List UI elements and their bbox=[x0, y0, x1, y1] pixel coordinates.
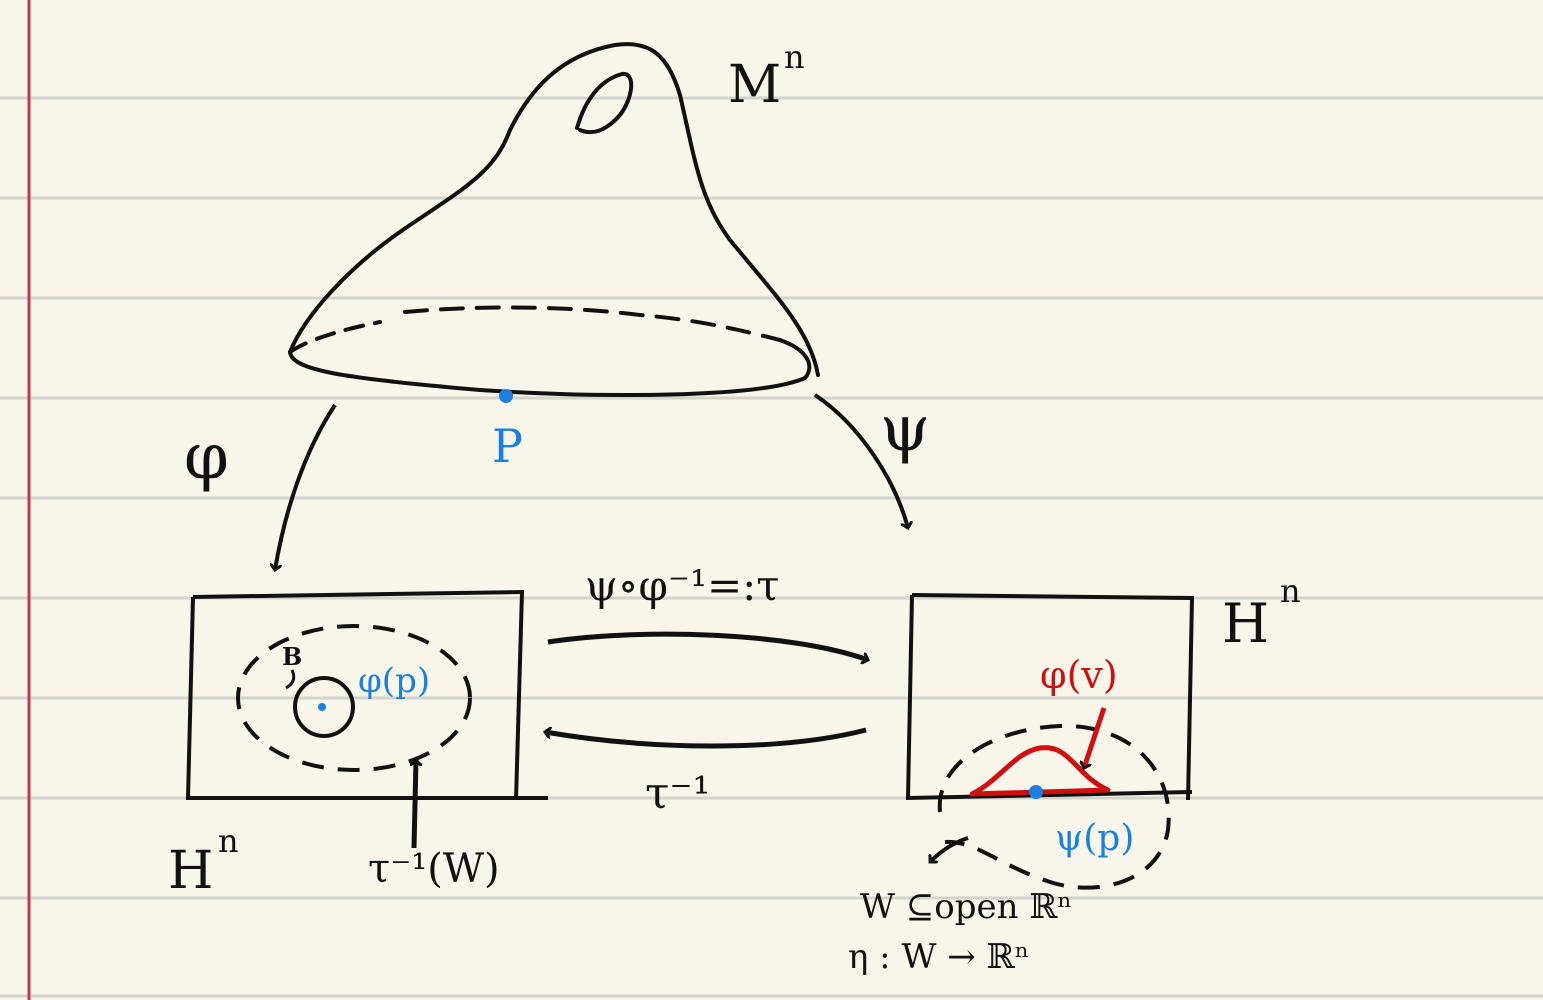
phi-p-dot bbox=[318, 703, 326, 711]
ball-b-pointer bbox=[286, 670, 294, 688]
tau-arrow bbox=[548, 634, 868, 660]
ruled-lines bbox=[0, 98, 1543, 996]
tau-definition-label: ψ∘φ⁻¹=:τ bbox=[585, 561, 780, 610]
psi-p-label: ψ(p) bbox=[1055, 818, 1135, 859]
manifold-dim-label: n bbox=[784, 38, 805, 76]
tau-inverse-arrow bbox=[545, 730, 866, 746]
w-open-label: W ⊆open ℝⁿ bbox=[860, 887, 1073, 927]
psi-label: ψ bbox=[880, 392, 931, 466]
right-space-label: H bbox=[1222, 592, 1270, 655]
eta-label: η : W → ℝⁿ bbox=[848, 937, 1030, 977]
point-p-dot bbox=[499, 389, 513, 403]
preimage-arrow bbox=[414, 760, 416, 848]
preimage-label: τ⁻¹(W) bbox=[368, 846, 500, 892]
phi-arrow bbox=[275, 405, 335, 570]
phi-p-label: φ(p) bbox=[358, 661, 431, 701]
point-p-label: P bbox=[492, 419, 523, 473]
ball-b-label: B bbox=[282, 642, 303, 671]
tau-inverse-label: τ⁻¹ bbox=[645, 768, 711, 819]
phi-label: φ bbox=[184, 420, 229, 494]
phi-v-label: φ(v) bbox=[1040, 653, 1118, 697]
left-space-dim-label: n bbox=[218, 822, 239, 860]
psi-p-dot bbox=[1029, 785, 1043, 799]
manifold-label: M bbox=[728, 55, 782, 115]
phi-v-pointer bbox=[1084, 708, 1104, 768]
right-space-dim-label: n bbox=[1280, 572, 1301, 610]
left-space-label: H bbox=[168, 841, 214, 901]
